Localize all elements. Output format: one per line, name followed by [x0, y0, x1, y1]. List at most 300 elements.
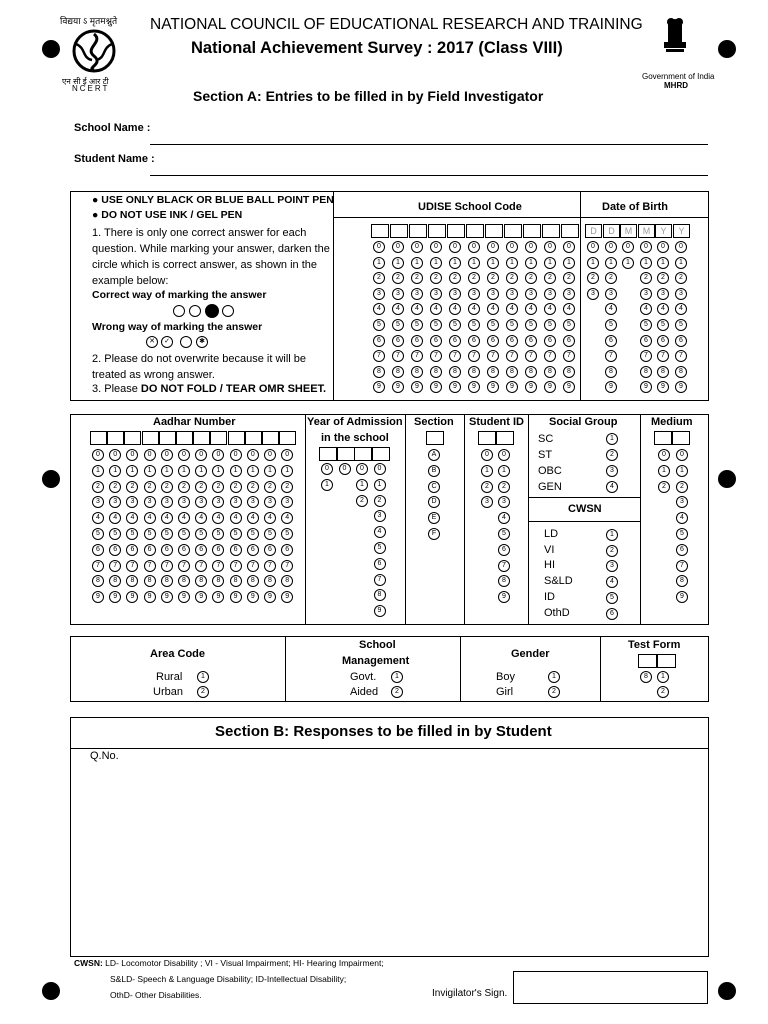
student-id-bubble[interactable]: 3: [498, 496, 510, 508]
aadhar-bubble[interactable]: 8: [109, 575, 121, 587]
dob-bubble[interactable]: 0: [640, 241, 652, 253]
aadhar-bubble[interactable]: 2: [161, 481, 173, 493]
aadhar-box[interactable]: [90, 431, 107, 445]
dob-box[interactable]: M: [638, 224, 655, 238]
aadhar-bubble[interactable]: 3: [144, 496, 156, 508]
udise-bubble[interactable]: 2: [544, 272, 556, 284]
aadhar-bubble[interactable]: 2: [178, 481, 190, 493]
aadhar-bubble[interactable]: 4: [281, 512, 293, 524]
aadhar-bubble[interactable]: 6: [195, 544, 207, 556]
aadhar-bubble[interactable]: 3: [247, 496, 259, 508]
aadhar-bubble[interactable]: 0: [195, 449, 207, 461]
aadhar-bubble[interactable]: 0: [92, 449, 104, 461]
udise-bubble[interactable]: 3: [506, 288, 518, 300]
udise-bubble[interactable]: 8: [563, 366, 575, 378]
cwsn-bubble[interactable]: 5: [606, 592, 618, 604]
aadhar-bubble[interactable]: 5: [178, 528, 190, 540]
dob-bubble[interactable]: 0: [657, 241, 669, 253]
udise-bubble[interactable]: 8: [525, 366, 537, 378]
udise-bubble[interactable]: 1: [563, 257, 575, 269]
dob-bubble[interactable]: 7: [657, 350, 669, 362]
aadhar-bubble[interactable]: 0: [281, 449, 293, 461]
student-id-bubble[interactable]: 2: [498, 481, 510, 493]
dob-bubble[interactable]: 0: [622, 241, 634, 253]
aadhar-bubble[interactable]: 4: [195, 512, 207, 524]
student-id-bubble[interactable]: 0: [498, 449, 510, 461]
aadhar-bubble[interactable]: 2: [109, 481, 121, 493]
section-bubble[interactable]: A: [428, 449, 440, 461]
udise-box[interactable]: [371, 224, 389, 238]
udise-bubble[interactable]: 9: [373, 381, 385, 393]
aadhar-bubble[interactable]: 2: [92, 481, 104, 493]
aadhar-bubble[interactable]: 5: [247, 528, 259, 540]
year-box[interactable]: [337, 447, 355, 461]
udise-bubble[interactable]: 7: [468, 350, 480, 362]
aadhar-bubble[interactable]: 7: [281, 560, 293, 572]
aadhar-bubble[interactable]: 4: [264, 512, 276, 524]
aadhar-bubble[interactable]: 4: [109, 512, 121, 524]
aadhar-bubble[interactable]: 2: [247, 481, 259, 493]
dob-bubble[interactable]: 2: [605, 272, 617, 284]
area-bubble[interactable]: 2: [197, 686, 209, 698]
aadhar-bubble[interactable]: 8: [230, 575, 242, 587]
udise-bubble[interactable]: 7: [525, 350, 537, 362]
dob-bubble[interactable]: 2: [675, 272, 687, 284]
dob-bubble[interactable]: 3: [640, 288, 652, 300]
dob-bubble[interactable]: 3: [605, 288, 617, 300]
medium-bubble[interactable]: 2: [658, 481, 670, 493]
social-group-bubble[interactable]: 1: [606, 433, 618, 445]
dob-bubble[interactable]: 2: [587, 272, 599, 284]
udise-bubble[interactable]: 2: [392, 272, 404, 284]
social-group-bubble[interactable]: 2: [606, 449, 618, 461]
aadhar-bubble[interactable]: 2: [126, 481, 138, 493]
udise-bubble[interactable]: 4: [411, 303, 423, 315]
aadhar-bubble[interactable]: 3: [161, 496, 173, 508]
aadhar-bubble[interactable]: 9: [212, 591, 224, 603]
udise-bubble[interactable]: 4: [430, 303, 442, 315]
udise-bubble[interactable]: 1: [411, 257, 423, 269]
aadhar-bubble[interactable]: 6: [92, 544, 104, 556]
student-id-bubble[interactable]: 8: [498, 575, 510, 587]
udise-bubble[interactable]: 3: [563, 288, 575, 300]
student-id-bubble[interactable]: 3: [481, 496, 493, 508]
udise-box[interactable]: [466, 224, 484, 238]
udise-bubble[interactable]: 5: [468, 319, 480, 331]
medium-box[interactable]: [654, 431, 672, 445]
udise-bubble[interactable]: 6: [449, 335, 461, 347]
aadhar-bubble[interactable]: 1: [126, 465, 138, 477]
dob-box[interactable]: Y: [673, 224, 690, 238]
aadhar-bubble[interactable]: 1: [230, 465, 242, 477]
aadhar-bubble[interactable]: 0: [178, 449, 190, 461]
dob-bubble[interactable]: 3: [587, 288, 599, 300]
dob-bubble[interactable]: 1: [587, 257, 599, 269]
medium-bubble[interactable]: 8: [676, 575, 688, 587]
udise-bubble[interactable]: 1: [544, 257, 556, 269]
medium-bubble[interactable]: 1: [658, 465, 670, 477]
aadhar-bubble[interactable]: 5: [92, 528, 104, 540]
gender-bubble[interactable]: 2: [548, 686, 560, 698]
aadhar-bubble[interactable]: 4: [161, 512, 173, 524]
dob-bubble[interactable]: 1: [657, 257, 669, 269]
aadhar-bubble[interactable]: 3: [178, 496, 190, 508]
year-bubble[interactable]: 1: [374, 479, 386, 491]
udise-bubble[interactable]: 4: [373, 303, 385, 315]
aadhar-bubble[interactable]: 3: [281, 496, 293, 508]
test-form-bubble[interactable]: 1: [657, 671, 669, 683]
dob-box[interactable]: D: [603, 224, 620, 238]
year-bubble[interactable]: 2: [356, 495, 368, 507]
student-name-line[interactable]: [150, 175, 708, 176]
udise-bubble[interactable]: 4: [544, 303, 556, 315]
test-form-box[interactable]: [638, 654, 657, 668]
udise-bubble[interactable]: 0: [392, 241, 404, 253]
udise-bubble[interactable]: 0: [525, 241, 537, 253]
udise-bubble[interactable]: 4: [525, 303, 537, 315]
udise-bubble[interactable]: 2: [506, 272, 518, 284]
udise-bubble[interactable]: 7: [392, 350, 404, 362]
year-bubble[interactable]: 7: [374, 574, 386, 586]
udise-bubble[interactable]: 9: [525, 381, 537, 393]
medium-bubble[interactable]: 5: [676, 528, 688, 540]
udise-bubble[interactable]: 9: [487, 381, 499, 393]
student-id-bubble[interactable]: 9: [498, 591, 510, 603]
udise-bubble[interactable]: 9: [468, 381, 480, 393]
year-bubble[interactable]: 0: [374, 463, 386, 475]
student-id-bubble[interactable]: 5: [498, 528, 510, 540]
cwsn-bubble[interactable]: 4: [606, 576, 618, 588]
udise-bubble[interactable]: 8: [430, 366, 442, 378]
aadhar-bubble[interactable]: 1: [109, 465, 121, 477]
udise-bubble[interactable]: 0: [449, 241, 461, 253]
student-id-bubble[interactable]: 6: [498, 544, 510, 556]
udise-bubble[interactable]: 3: [449, 288, 461, 300]
year-bubble[interactable]: 0: [321, 463, 333, 475]
udise-bubble[interactable]: 0: [506, 241, 518, 253]
section-bubble[interactable]: E: [428, 512, 440, 524]
udise-bubble[interactable]: 4: [506, 303, 518, 315]
dob-bubble[interactable]: 5: [675, 319, 687, 331]
aadhar-box[interactable]: [124, 431, 141, 445]
udise-bubble[interactable]: 2: [487, 272, 499, 284]
student-id-bubble[interactable]: 4: [498, 512, 510, 524]
section-box[interactable]: [426, 431, 444, 445]
aadhar-bubble[interactable]: 0: [126, 449, 138, 461]
aadhar-bubble[interactable]: 8: [195, 575, 207, 587]
aadhar-bubble[interactable]: 0: [247, 449, 259, 461]
aadhar-bubble[interactable]: 0: [212, 449, 224, 461]
udise-box[interactable]: [523, 224, 541, 238]
aadhar-bubble[interactable]: 6: [230, 544, 242, 556]
udise-box[interactable]: [409, 224, 427, 238]
udise-bubble[interactable]: 3: [487, 288, 499, 300]
udise-bubble[interactable]: 1: [392, 257, 404, 269]
udise-bubble[interactable]: 3: [373, 288, 385, 300]
aadhar-bubble[interactable]: 4: [247, 512, 259, 524]
aadhar-bubble[interactable]: 8: [178, 575, 190, 587]
udise-bubble[interactable]: 6: [544, 335, 556, 347]
udise-bubble[interactable]: 4: [392, 303, 404, 315]
udise-bubble[interactable]: 0: [468, 241, 480, 253]
udise-bubble[interactable]: 8: [544, 366, 556, 378]
dob-bubble[interactable]: 6: [640, 335, 652, 347]
aadhar-box[interactable]: [262, 431, 279, 445]
aadhar-bubble[interactable]: 3: [109, 496, 121, 508]
udise-bubble[interactable]: 8: [468, 366, 480, 378]
aadhar-box[interactable]: [228, 431, 245, 445]
dob-bubble[interactable]: 4: [605, 303, 617, 315]
udise-bubble[interactable]: 0: [411, 241, 423, 253]
aadhar-bubble[interactable]: 7: [195, 560, 207, 572]
udise-bubble[interactable]: 5: [487, 319, 499, 331]
aadhar-bubble[interactable]: 9: [264, 591, 276, 603]
udise-bubble[interactable]: 2: [449, 272, 461, 284]
student-id-bubble[interactable]: 1: [481, 465, 493, 477]
aadhar-box[interactable]: [142, 431, 159, 445]
aadhar-bubble[interactable]: 3: [195, 496, 207, 508]
dob-bubble[interactable]: 2: [640, 272, 652, 284]
udise-bubble[interactable]: 1: [449, 257, 461, 269]
medium-bubble[interactable]: 0: [676, 449, 688, 461]
aadhar-box[interactable]: [210, 431, 227, 445]
cwsn-bubble[interactable]: 6: [606, 608, 618, 620]
udise-bubble[interactable]: 7: [506, 350, 518, 362]
aadhar-bubble[interactable]: 9: [178, 591, 190, 603]
udise-bubble[interactable]: 3: [525, 288, 537, 300]
aadhar-bubble[interactable]: 8: [161, 575, 173, 587]
dob-bubble[interactable]: 5: [605, 319, 617, 331]
dob-bubble[interactable]: 8: [675, 366, 687, 378]
medium-bubble[interactable]: 7: [676, 560, 688, 572]
dob-bubble[interactable]: 4: [640, 303, 652, 315]
social-group-bubble[interactable]: 4: [606, 481, 618, 493]
student-id-box[interactable]: [496, 431, 514, 445]
medium-bubble[interactable]: 4: [676, 512, 688, 524]
year-bubble[interactable]: 0: [356, 463, 368, 475]
gender-bubble[interactable]: 1: [548, 671, 560, 683]
udise-bubble[interactable]: 5: [373, 319, 385, 331]
udise-bubble[interactable]: 7: [487, 350, 499, 362]
aadhar-bubble[interactable]: 4: [178, 512, 190, 524]
udise-bubble[interactable]: 5: [506, 319, 518, 331]
dob-bubble[interactable]: 9: [675, 381, 687, 393]
dob-box[interactable]: Y: [655, 224, 672, 238]
dob-bubble[interactable]: 2: [657, 272, 669, 284]
dob-bubble[interactable]: 7: [605, 350, 617, 362]
year-bubble[interactable]: 5: [374, 542, 386, 554]
aadhar-bubble[interactable]: 6: [281, 544, 293, 556]
aadhar-bubble[interactable]: 5: [230, 528, 242, 540]
year-box[interactable]: [372, 447, 390, 461]
aadhar-bubble[interactable]: 8: [92, 575, 104, 587]
udise-box[interactable]: [561, 224, 579, 238]
dob-bubble[interactable]: 1: [605, 257, 617, 269]
aadhar-bubble[interactable]: 2: [264, 481, 276, 493]
section-bubble[interactable]: C: [428, 481, 440, 493]
year-box[interactable]: [354, 447, 372, 461]
udise-bubble[interactable]: 6: [563, 335, 575, 347]
dob-box[interactable]: D: [585, 224, 602, 238]
aadhar-box[interactable]: [159, 431, 176, 445]
aadhar-bubble[interactable]: 7: [109, 560, 121, 572]
aadhar-bubble[interactable]: 6: [264, 544, 276, 556]
test-form-bubble[interactable]: 2: [657, 686, 669, 698]
aadhar-bubble[interactable]: 1: [212, 465, 224, 477]
aadhar-box[interactable]: [193, 431, 210, 445]
aadhar-bubble[interactable]: 5: [126, 528, 138, 540]
aadhar-bubble[interactable]: 4: [212, 512, 224, 524]
area-bubble[interactable]: 1: [197, 671, 209, 683]
year-bubble[interactable]: 8: [374, 589, 386, 601]
aadhar-bubble[interactable]: 0: [230, 449, 242, 461]
dob-bubble[interactable]: 3: [657, 288, 669, 300]
year-bubble[interactable]: 1: [356, 479, 368, 491]
aadhar-bubble[interactable]: 9: [247, 591, 259, 603]
udise-bubble[interactable]: 8: [392, 366, 404, 378]
udise-bubble[interactable]: 7: [563, 350, 575, 362]
dob-bubble[interactable]: 8: [657, 366, 669, 378]
udise-bubble[interactable]: 3: [544, 288, 556, 300]
medium-bubble[interactable]: 3: [676, 496, 688, 508]
udise-bubble[interactable]: 9: [411, 381, 423, 393]
dob-bubble[interactable]: 8: [640, 366, 652, 378]
dob-bubble[interactable]: 0: [587, 241, 599, 253]
udise-bubble[interactable]: 5: [563, 319, 575, 331]
aadhar-bubble[interactable]: 3: [92, 496, 104, 508]
udise-bubble[interactable]: 0: [430, 241, 442, 253]
aadhar-bubble[interactable]: 2: [144, 481, 156, 493]
section-bubble[interactable]: F: [428, 528, 440, 540]
udise-bubble[interactable]: 3: [430, 288, 442, 300]
year-bubble[interactable]: 1: [321, 479, 333, 491]
aadhar-bubble[interactable]: 6: [161, 544, 173, 556]
dob-bubble[interactable]: 8: [605, 366, 617, 378]
aadhar-bubble[interactable]: 3: [126, 496, 138, 508]
year-bubble[interactable]: 9: [374, 605, 386, 617]
dob-bubble[interactable]: 6: [605, 335, 617, 347]
aadhar-bubble[interactable]: 5: [195, 528, 207, 540]
aadhar-bubble[interactable]: 9: [109, 591, 121, 603]
udise-box[interactable]: [390, 224, 408, 238]
medium-bubble[interactable]: 6: [676, 544, 688, 556]
aadhar-bubble[interactable]: 7: [212, 560, 224, 572]
aadhar-bubble[interactable]: 6: [126, 544, 138, 556]
udise-bubble[interactable]: 8: [411, 366, 423, 378]
cwsn-bubble[interactable]: 1: [606, 529, 618, 541]
udise-bubble[interactable]: 9: [506, 381, 518, 393]
dob-bubble[interactable]: 4: [657, 303, 669, 315]
udise-bubble[interactable]: 6: [525, 335, 537, 347]
year-bubble[interactable]: 0: [339, 463, 351, 475]
udise-box[interactable]: [504, 224, 522, 238]
aadhar-bubble[interactable]: 5: [161, 528, 173, 540]
dob-bubble[interactable]: 6: [657, 335, 669, 347]
aadhar-bubble[interactable]: 9: [230, 591, 242, 603]
dob-bubble[interactable]: 1: [675, 257, 687, 269]
aadhar-bubble[interactable]: 5: [109, 528, 121, 540]
dob-bubble[interactable]: 1: [640, 257, 652, 269]
school-name-line[interactable]: [150, 144, 708, 145]
aadhar-bubble[interactable]: 1: [195, 465, 207, 477]
medium-box[interactable]: [672, 431, 690, 445]
aadhar-bubble[interactable]: 3: [212, 496, 224, 508]
student-id-bubble[interactable]: 1: [498, 465, 510, 477]
medium-bubble[interactable]: 1: [676, 465, 688, 477]
aadhar-bubble[interactable]: 1: [264, 465, 276, 477]
aadhar-bubble[interactable]: 1: [178, 465, 190, 477]
aadhar-bubble[interactable]: 1: [161, 465, 173, 477]
aadhar-bubble[interactable]: 8: [212, 575, 224, 587]
aadhar-box[interactable]: [279, 431, 296, 445]
year-bubble[interactable]: 3: [374, 510, 386, 522]
aadhar-bubble[interactable]: 1: [92, 465, 104, 477]
udise-bubble[interactable]: 4: [449, 303, 461, 315]
dob-bubble[interactable]: 4: [675, 303, 687, 315]
dob-box[interactable]: M: [620, 224, 637, 238]
student-id-bubble[interactable]: 2: [481, 481, 493, 493]
udise-bubble[interactable]: 8: [449, 366, 461, 378]
student-id-bubble[interactable]: 0: [481, 449, 493, 461]
udise-bubble[interactable]: 5: [411, 319, 423, 331]
aadhar-bubble[interactable]: 9: [281, 591, 293, 603]
aadhar-bubble[interactable]: 1: [144, 465, 156, 477]
aadhar-bubble[interactable]: 4: [230, 512, 242, 524]
aadhar-bubble[interactable]: 0: [109, 449, 121, 461]
aadhar-bubble[interactable]: 9: [126, 591, 138, 603]
test-form-box[interactable]: [657, 654, 676, 668]
udise-bubble[interactable]: 7: [411, 350, 423, 362]
udise-bubble[interactable]: 3: [392, 288, 404, 300]
aadhar-bubble[interactable]: 9: [195, 591, 207, 603]
udise-bubble[interactable]: 6: [411, 335, 423, 347]
udise-bubble[interactable]: 8: [487, 366, 499, 378]
aadhar-bubble[interactable]: 7: [161, 560, 173, 572]
udise-bubble[interactable]: 2: [411, 272, 423, 284]
dob-bubble[interactable]: 0: [605, 241, 617, 253]
social-group-bubble[interactable]: 3: [606, 465, 618, 477]
aadhar-bubble[interactable]: 0: [144, 449, 156, 461]
udise-bubble[interactable]: 9: [544, 381, 556, 393]
udise-bubble[interactable]: 6: [487, 335, 499, 347]
aadhar-bubble[interactable]: 8: [247, 575, 259, 587]
dob-bubble[interactable]: 9: [657, 381, 669, 393]
aadhar-box[interactable]: [107, 431, 124, 445]
management-bubble[interactable]: 1: [391, 671, 403, 683]
cwsn-bubble[interactable]: 3: [606, 560, 618, 572]
aadhar-bubble[interactable]: 6: [178, 544, 190, 556]
management-bubble[interactable]: 2: [391, 686, 403, 698]
aadhar-bubble[interactable]: 7: [92, 560, 104, 572]
aadhar-bubble[interactable]: 2: [195, 481, 207, 493]
aadhar-bubble[interactable]: 3: [230, 496, 242, 508]
aadhar-bubble[interactable]: 6: [212, 544, 224, 556]
aadhar-bubble[interactable]: 0: [161, 449, 173, 461]
udise-bubble[interactable]: 5: [544, 319, 556, 331]
aadhar-bubble[interactable]: 4: [126, 512, 138, 524]
student-id-box[interactable]: [478, 431, 496, 445]
udise-bubble[interactable]: 5: [430, 319, 442, 331]
year-box[interactable]: [319, 447, 337, 461]
udise-bubble[interactable]: 0: [563, 241, 575, 253]
aadhar-bubble[interactable]: 8: [144, 575, 156, 587]
dob-bubble[interactable]: 9: [640, 381, 652, 393]
aadhar-bubble[interactable]: 2: [230, 481, 242, 493]
aadhar-bubble[interactable]: 6: [247, 544, 259, 556]
udise-bubble[interactable]: 2: [563, 272, 575, 284]
aadhar-bubble[interactable]: 3: [264, 496, 276, 508]
aadhar-bubble[interactable]: 1: [281, 465, 293, 477]
